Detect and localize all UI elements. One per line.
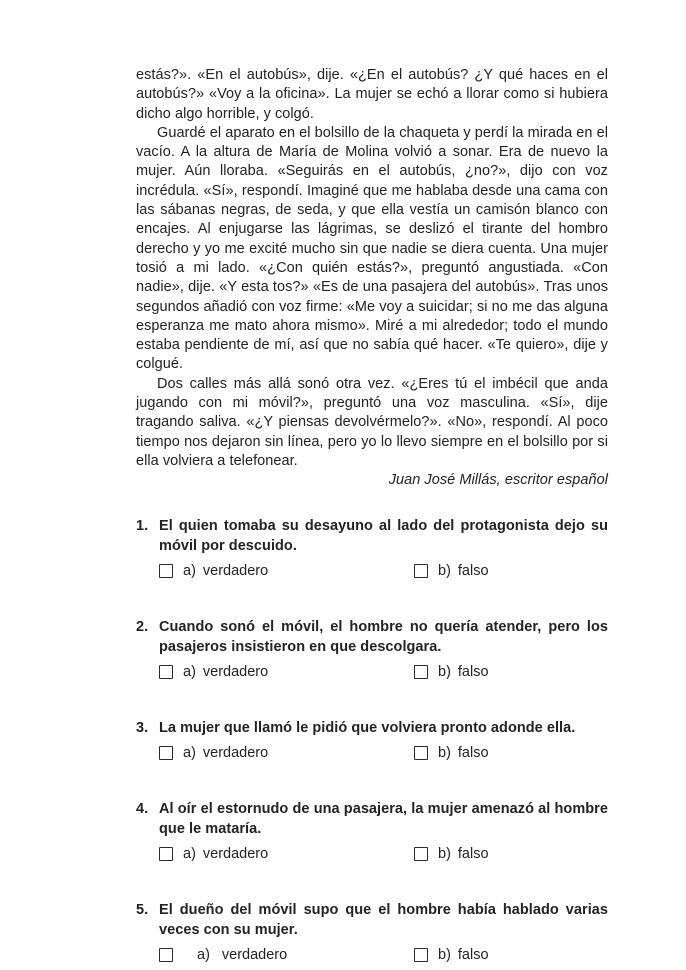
- question-number: 1.: [136, 517, 149, 534]
- question-item-5: [136, 900, 608, 965]
- checkbox-icon[interactable]: [414, 746, 428, 760]
- questions-section: [136, 516, 608, 965]
- option-letter: a): [183, 744, 196, 761]
- option-falso[interactable]: [414, 662, 489, 682]
- checkbox-icon[interactable]: [159, 564, 173, 578]
- passage-paragraph-3: Dos calles más allá sonó otra vez. «¿Eres tú el imbécil que anda jugando con mi móvil?», preguntó una voz masculina. «Sí», dije tragando saliva. «¿Y piensas devolvérmelo?». «No», respondí. Al poco tiempo nos dejaron sin línea, pero yo lo llevo siempre en el bolsillo por si ella volviera a telefonear.: [136, 375, 608, 469]
- answer-options: [159, 844, 608, 864]
- answer-options: [159, 662, 608, 682]
- option-label: verdadero: [202, 562, 269, 579]
- checkbox-icon[interactable]: [159, 665, 173, 679]
- question-item-1: [136, 516, 608, 581]
- option-label: verdadero: [202, 845, 269, 862]
- question-number: 2.: [136, 618, 149, 635]
- option-verdadero[interactable]: [159, 561, 414, 581]
- checkbox-icon[interactable]: [414, 948, 428, 962]
- question-text: El dueño del móvil supo que el hombre había hablado varias veces con su mujer.: [159, 901, 608, 939]
- answer-options: [159, 561, 608, 581]
- question-number: 4.: [136, 800, 149, 817]
- question-item-3: [136, 718, 608, 763]
- option-falso[interactable]: [414, 844, 489, 864]
- checkbox-icon[interactable]: [414, 665, 428, 679]
- answer-options: [159, 743, 608, 763]
- question-text: Al oír el estornudo de una pasajera, la mujer amenazó al hombre que le mataría.: [159, 800, 608, 838]
- option-label: verdadero: [221, 946, 288, 963]
- reading-passage: [136, 66, 608, 491]
- option-label: falso: [457, 663, 489, 680]
- option-label: verdadero: [202, 744, 269, 761]
- option-letter: a): [183, 845, 196, 862]
- passage-paragraph-1: estás?». «En el autobús», dije. «¿En el autobús? ¿Y qué haces en el autobús?» «Voy a la oficina». La mujer se echó a llorar como si hubiera dicho algo horrible, y colgó.: [136, 67, 608, 122]
- question-item-4: [136, 799, 608, 864]
- option-label: falso: [457, 562, 489, 579]
- option-letter: a): [183, 562, 196, 579]
- checkbox-icon[interactable]: [159, 948, 173, 962]
- answer-options: [159, 945, 608, 965]
- option-verdadero[interactable]: [159, 743, 414, 763]
- option-falso[interactable]: [414, 561, 489, 581]
- checkbox-icon[interactable]: [414, 847, 428, 861]
- option-falso[interactable]: [414, 945, 489, 965]
- option-falso[interactable]: [414, 743, 489, 763]
- option-label: falso: [457, 744, 489, 761]
- question-text: Cuando sonó el móvil, el hombre no quería atender, pero los pasajeros insistieron en que descolgara.: [159, 618, 608, 656]
- option-letter: b): [438, 946, 451, 963]
- checkbox-icon[interactable]: [414, 564, 428, 578]
- author-attribution: Juan José Millás, escritor español: [388, 472, 608, 489]
- option-label: verdadero: [202, 663, 269, 680]
- option-label: falso: [457, 946, 489, 963]
- option-verdadero[interactable]: [159, 945, 414, 965]
- option-letter: a): [183, 663, 196, 680]
- option-letter: a): [197, 946, 210, 963]
- question-number: 5.: [136, 901, 149, 918]
- option-letter: b): [438, 663, 451, 680]
- option-letter: b): [438, 744, 451, 761]
- option-label: falso: [457, 845, 489, 862]
- option-letter: b): [438, 845, 451, 862]
- checkbox-icon[interactable]: [159, 847, 173, 861]
- checkbox-icon[interactable]: [159, 746, 173, 760]
- question-number: 3.: [136, 719, 149, 736]
- option-verdadero[interactable]: [159, 844, 414, 864]
- question-item-2: [136, 617, 608, 682]
- option-letter: b): [438, 562, 451, 579]
- passage-paragraph-2: Guardé el aparato en el bolsillo de la chaqueta y perdí la mirada en el vacío. A la altura de María de Molina volvió a sonar. Era de nuevo la mujer. Aún lloraba. «Seguirás en el autobús, ¿no?», dijo con voz incrédula. «Sí», respondí. Imaginé que me hablaba desde una cama con las sábanas negras, de seda, y que ella vestía un camisón blanco con encajes. Al enjugarse las lágrimas, se deslizó el tirante del hombro derecho y yo me excité mucho sin que nadie se diera cuenta. Una mujer tosió a mi lado. «¿Con quién estás?», preguntó angustiada. «Con nadie», dije. «Y esta tos?» «Es de una pasajera del autobús». Tras unos segundos añadió con voz firme: «Me voy a suicidar; si no me das alguna esperanza me mato ahora mismo». Miré a mi alrededor; todo el mundo estaba pendiente de mí, así que no sabía qué hacer. «Te quiero», dije y colgué.: [136, 124, 608, 373]
- option-verdadero[interactable]: [159, 662, 414, 682]
- question-text: El quien tomaba su desayuno al lado del protagonista dejo su móvil por descuido.: [159, 517, 608, 555]
- question-text: La mujer que llamó le pidió que volviera pronto adonde ella.: [159, 719, 576, 736]
